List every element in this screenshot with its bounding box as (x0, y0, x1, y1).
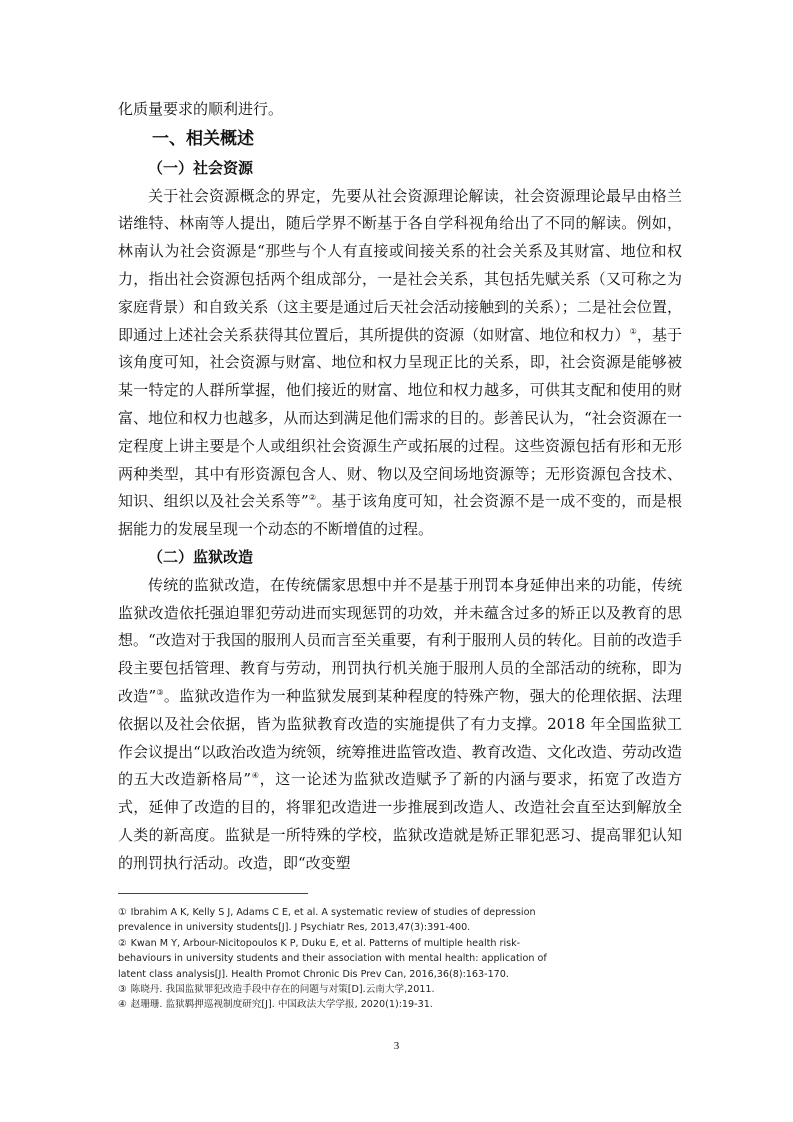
footnote-mark: ② (118, 937, 127, 949)
text-run: 关于社会资源概念的界定，先要从社会资源理论解读，社会资源理论最早由格兰诺维特、林南等人提出，随后学界不断基于各自学科视角给出了不同的解读。例如，林南认为社会资源是“那些与个人有直接或间接关系的社会关系及其财富、地位和权力，指出社会资源包括两个组成部分，一是社会关系，其包括先赋关系（又可称之为家庭背景）和自致关系（这主要是通过后天社会活动接触到的关系）；二是社会位置，即通过上述社会关系获得其位置后，其所提供的资源（如财富、地位和权力） (118, 186, 682, 344)
footnote-ref-3[interactable]: ③ (156, 687, 164, 697)
footnote-4 (118, 997, 548, 1012)
footnote-3 (118, 982, 548, 997)
footnote-mark: ① (118, 907, 127, 918)
text-run: 。基于该角度可知，社会资源不是一成不变的，而是根据能力的发展呈现一个动态的不断增值的过程。 (118, 492, 682, 539)
footnote-1 (118, 905, 548, 936)
text-run: 。监狱改造作为一种监狱发展到某种程度的特殊产物，强大的伦理依据、法理依据以及社会依据，皆为监狱教育改造的实施提供了有力支撑。2018 年全国监狱工作会议提出“以政治改造为统领，统筹推进监管改造、教育改造、文化改造、劳动改造的五大改造新格局” (118, 686, 682, 789)
text-run: ，基于该角度可知，社会资源与财富、地位和权力呈现正比的关系，即，社会资源是能够被某一特定的人群所掌握，他们接近的财富、地位和权力越多，可供其支配和使用的财富、地位和权力也越多，从而达到满足他们需求的目的。彭善民认为，“社会资源在一定程度上讲主要是个人或组织社会资源生产或拓展的过程。这些资源包括有形和无形两种类型，其中有形资源包含人、财、物以及空间场地资源等；无形资源包含技术、知识、组织以及社会关系等” (118, 325, 682, 511)
footnote-mark: ③ (118, 984, 127, 996)
continued-paragraph: 化质量要求的顺利进行。 (118, 100, 284, 118)
subsection-heading-prison-reform: （二）监狱改造 (148, 547, 254, 566)
paragraph-prison-reform (118, 572, 682, 878)
footnote-text: Ibrahim A K, Kelly S J, Adams C E, et al. A systematic review of studies of depression prevalence in university students[J]. J Psychiatr Res, 2013,47(3):391-400. (118, 907, 536, 934)
footnote-text: 陈晓丹. 我国监狱罪犯改造手段中存在的问题与对策[D].云南大学,2011. (130, 984, 435, 996)
footnote-text: Kwan M Y, Arbour-Nicitopoulos K P, Duku E, et al. Patterns of multiple health risk-behaviours in university students and their association with mental health: application of latent class analysis[J]. Health Promot Chronic Dis Prev Can, 2016,36(8):163-170. (118, 937, 547, 980)
footnote-2 (118, 936, 548, 982)
footnote-ref-4[interactable]: ④ (251, 771, 260, 781)
text-run: ，这一论述为监狱改造赋予了新的内涵与要求，拓宽了改造方式，延伸了改造的目的，将罪犯改造进一步推展到改造人、改造社会直至达到解放全人类的新高度。监狱是一所特殊的学校，监狱改造就是矫正罪犯恶习、提高罪犯认知的刑罚执行活动。改造，即“改变塑 (118, 770, 683, 872)
section-heading: 一、相关概述 (152, 128, 254, 149)
subsection-heading-social-resources: （一）社会资源 (148, 158, 254, 177)
paragraph-social-resources (118, 183, 682, 544)
footnotes (118, 905, 548, 1013)
footnote-mark: ④ (118, 999, 127, 1011)
page-number: 3 (393, 1040, 400, 1052)
text-run: 传统的监狱改造，在传统儒家思想中并不是基于刑罚本身延伸出来的功能，传统监狱改造依托强迫罪犯劳动进而实现惩罚的功效，并未蕴含过多的矫正以及教育的思想。“改造对于我国的服刑人员而言至关重要，有利于服刑人员的转化。目前的改造手段主要包括管理、教育与劳动，刑罚执行机关施于服刑人员的全部活动的统称，即为改造” (118, 575, 682, 705)
footnote-ref-2[interactable]: ② (308, 493, 317, 503)
body-text (118, 96, 682, 878)
footnote-text: 赵珊珊. 监狱羁押巡视制度研究[J]. 中国政法大学学报, 2020(1):19-31. (130, 999, 433, 1011)
footnote-ref-1[interactable]: ① (629, 326, 637, 336)
footnote-divider (118, 893, 308, 894)
